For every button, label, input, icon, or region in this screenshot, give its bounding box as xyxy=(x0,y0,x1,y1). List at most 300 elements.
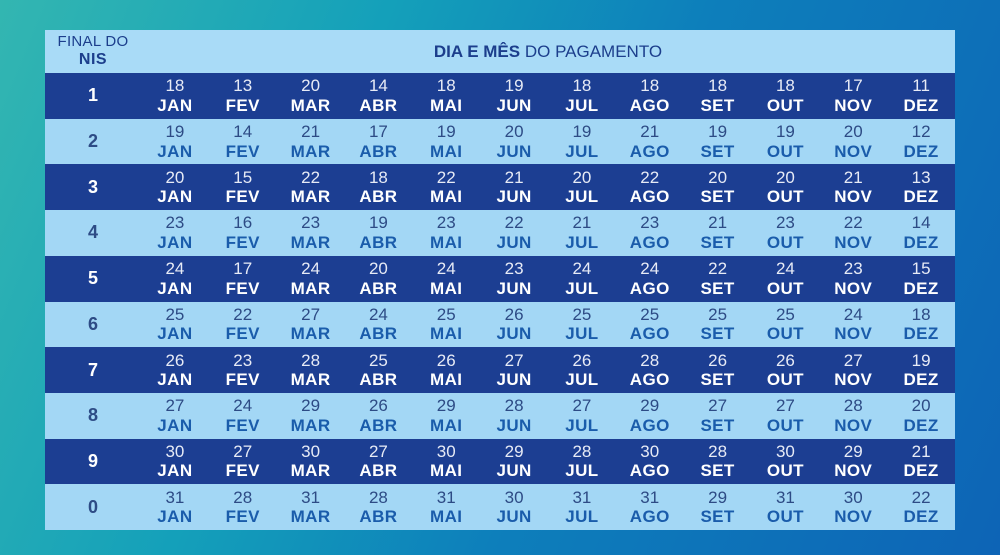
payment-date-cell xyxy=(209,259,277,298)
payment-date-cell xyxy=(819,168,887,207)
month-label: JUN xyxy=(496,95,532,115)
payment-date-cell xyxy=(412,488,480,527)
month-label: JUL xyxy=(565,95,599,115)
month-label: SET xyxy=(700,461,735,481)
month-label: OUT xyxy=(766,370,804,390)
month-label: MAI xyxy=(430,187,463,207)
month-label: OUT xyxy=(766,415,804,435)
month-label: JAN xyxy=(157,415,193,435)
payment-date-cell xyxy=(616,396,684,435)
payment-date-cell xyxy=(616,351,684,390)
month-label: JUL xyxy=(565,415,599,435)
day-value: 26 xyxy=(775,350,795,370)
day-value: 20 xyxy=(843,122,863,141)
day-value: 28 xyxy=(640,350,660,370)
month-label: SET xyxy=(700,324,735,344)
month-label: JAN xyxy=(157,95,193,115)
nis-digit: 2 xyxy=(87,131,98,152)
table-row xyxy=(45,210,955,256)
payment-date-cell xyxy=(141,76,209,115)
day-value: 25 xyxy=(368,350,388,370)
day-value: 18 xyxy=(368,167,388,187)
month-label: MAI xyxy=(430,141,463,161)
day-value: 30 xyxy=(436,441,456,461)
day-value: 19 xyxy=(368,213,388,233)
nis-digit: 6 xyxy=(87,313,98,334)
day-value: 27 xyxy=(165,396,185,416)
table-row xyxy=(45,484,955,530)
month-label: MAI xyxy=(430,232,463,252)
month-label: AGO xyxy=(629,507,670,527)
day-value: 23 xyxy=(301,213,321,233)
payment-date-cell xyxy=(887,488,955,527)
payment-date-cell xyxy=(480,351,548,390)
day-value: 31 xyxy=(775,487,795,507)
day-value: 18 xyxy=(436,76,456,96)
day-value: 15 xyxy=(911,259,931,279)
day-value: 21 xyxy=(708,213,728,233)
month-label: JAN xyxy=(157,141,193,161)
payment-date-cell xyxy=(548,122,616,161)
month-label: JAN xyxy=(157,232,193,252)
month-label: MAI xyxy=(430,370,463,390)
payment-date-cell xyxy=(548,168,616,207)
payment-date-cell xyxy=(141,305,209,344)
month-label: NOV xyxy=(834,278,873,298)
month-label: SET xyxy=(700,95,735,115)
table-row xyxy=(45,393,955,439)
month-label: DEZ xyxy=(903,232,939,252)
payment-date-cell xyxy=(345,488,413,527)
day-value: 20 xyxy=(368,259,388,279)
payment-date-cell xyxy=(887,122,955,161)
month-label: AGO xyxy=(629,370,670,390)
payment-date-cell xyxy=(141,396,209,435)
payment-date-cell xyxy=(684,76,752,115)
day-value: 14 xyxy=(233,122,253,141)
day-value: 27 xyxy=(301,304,321,324)
payment-date-cell xyxy=(345,213,413,252)
month-label: NOV xyxy=(834,461,873,481)
day-value: 25 xyxy=(436,304,456,324)
day-value: 23 xyxy=(640,213,660,233)
payment-date-cell xyxy=(819,122,887,161)
payment-date-cell xyxy=(480,213,548,252)
payment-date-cell xyxy=(887,259,955,298)
day-value: 18 xyxy=(165,76,185,96)
day-value: 28 xyxy=(843,396,863,416)
day-value: 31 xyxy=(165,487,185,507)
day-value: 27 xyxy=(368,441,388,461)
month-label: ABR xyxy=(359,187,398,207)
month-label: JUL xyxy=(565,141,599,161)
day-value: 26 xyxy=(436,350,456,370)
month-label: FEV xyxy=(225,232,260,252)
payment-date-cell xyxy=(141,259,209,298)
payment-date-cell xyxy=(819,488,887,527)
payment-date-cell xyxy=(887,351,955,390)
month-label: ABR xyxy=(359,461,398,481)
month-label: DEZ xyxy=(903,187,939,207)
day-value: 30 xyxy=(165,441,185,461)
day-value: 19 xyxy=(775,122,795,141)
month-label: MAR xyxy=(290,278,331,298)
day-value: 28 xyxy=(504,396,524,416)
payment-date-cell xyxy=(480,259,548,298)
payment-date-cell xyxy=(887,396,955,435)
day-value: 31 xyxy=(301,487,321,507)
payment-date-cell xyxy=(819,351,887,390)
nis-header-line2: NIS xyxy=(78,50,108,68)
day-value: 24 xyxy=(368,304,388,324)
month-label: JUN xyxy=(496,507,532,527)
nis-digit: 1 xyxy=(87,85,98,106)
payment-date-cell xyxy=(277,122,345,161)
month-label: SET xyxy=(700,370,735,390)
payment-date-cell xyxy=(209,305,277,344)
table-row xyxy=(45,439,955,485)
payment-date-cell xyxy=(752,122,820,161)
payment-schedule-table xyxy=(45,30,955,530)
payment-date-cell xyxy=(819,396,887,435)
month-label: JUN xyxy=(496,278,532,298)
month-label: NOV xyxy=(834,141,873,161)
table-title xyxy=(141,42,955,62)
month-label: NOV xyxy=(834,95,873,115)
day-value: 31 xyxy=(572,487,592,507)
day-value: 29 xyxy=(436,396,456,416)
month-label: MAI xyxy=(430,507,463,527)
month-label: NOV xyxy=(834,232,873,252)
nis-digit: 4 xyxy=(87,222,98,243)
payment-date-cell xyxy=(684,396,752,435)
payment-date-cell xyxy=(345,76,413,115)
payment-date-cell xyxy=(752,351,820,390)
month-label: ABR xyxy=(359,507,398,527)
day-value: 30 xyxy=(775,441,795,461)
day-value: 30 xyxy=(640,441,660,461)
payment-date-cell xyxy=(752,76,820,115)
day-value: 28 xyxy=(572,441,592,461)
day-value: 25 xyxy=(775,304,795,324)
month-label: JUL xyxy=(565,187,599,207)
month-label: FEV xyxy=(225,370,260,390)
day-value: 20 xyxy=(572,167,592,187)
payment-date-cell xyxy=(752,488,820,527)
month-label: MAR xyxy=(290,507,331,527)
day-value: 21 xyxy=(572,213,592,233)
payment-date-cell xyxy=(345,168,413,207)
month-label: MAR xyxy=(290,324,331,344)
month-label: FEV xyxy=(225,141,260,161)
day-value: 21 xyxy=(843,167,863,187)
month-label: JUL xyxy=(565,370,599,390)
day-value: 26 xyxy=(572,350,592,370)
payment-date-cell xyxy=(209,168,277,207)
payment-date-cell xyxy=(819,259,887,298)
payment-date-cell xyxy=(209,76,277,115)
payment-date-cell xyxy=(277,168,345,207)
month-label: NOV xyxy=(834,324,873,344)
payment-date-cell xyxy=(548,396,616,435)
day-value: 27 xyxy=(572,396,592,416)
payment-date-cell xyxy=(752,442,820,481)
day-value: 20 xyxy=(708,167,728,187)
payment-date-cell xyxy=(141,442,209,481)
nis-header-line1: FINAL DO xyxy=(57,33,129,51)
payment-date-cell xyxy=(616,442,684,481)
day-value: 25 xyxy=(708,304,728,324)
month-label: FEV xyxy=(225,187,260,207)
payment-date-cell xyxy=(887,305,955,344)
day-value: 18 xyxy=(640,76,660,96)
month-label: DEZ xyxy=(903,324,939,344)
day-value: 20 xyxy=(775,167,795,187)
payment-date-cell xyxy=(209,122,277,161)
payment-date-cell xyxy=(752,305,820,344)
payment-date-cell xyxy=(616,213,684,252)
month-label: OUT xyxy=(766,187,804,207)
month-label: SET xyxy=(700,187,735,207)
day-value: 23 xyxy=(843,259,863,279)
payment-date-cell xyxy=(684,168,752,207)
month-label: FEV xyxy=(225,461,260,481)
day-value: 26 xyxy=(504,304,524,324)
month-label: SET xyxy=(700,507,735,527)
payment-date-cell xyxy=(141,213,209,252)
payment-date-cell xyxy=(548,76,616,115)
month-label: NOV xyxy=(834,370,873,390)
day-value: 21 xyxy=(911,441,931,461)
month-label: JUL xyxy=(565,324,599,344)
payment-date-cell xyxy=(277,396,345,435)
payment-date-cell xyxy=(345,396,413,435)
payment-date-cell xyxy=(819,76,887,115)
payment-date-cell xyxy=(345,351,413,390)
payment-date-cell xyxy=(480,396,548,435)
day-value: 28 xyxy=(708,441,728,461)
nis-digit: 7 xyxy=(87,359,98,380)
day-value: 17 xyxy=(368,122,388,141)
day-value: 11 xyxy=(912,76,930,96)
payment-date-cell xyxy=(480,305,548,344)
day-value: 22 xyxy=(640,167,660,187)
day-value: 27 xyxy=(708,396,728,416)
payment-date-cell xyxy=(684,488,752,527)
day-value: 27 xyxy=(843,350,863,370)
payment-date-cell xyxy=(141,488,209,527)
table-header-row xyxy=(45,30,955,73)
month-label: ABR xyxy=(359,232,398,252)
month-label: OUT xyxy=(766,95,804,115)
nis-digit: 9 xyxy=(87,450,98,471)
payment-date-cell xyxy=(412,122,480,161)
day-value: 21 xyxy=(301,122,321,141)
day-value: 19 xyxy=(165,122,185,141)
payment-date-cell xyxy=(616,168,684,207)
month-label: ABR xyxy=(359,415,398,435)
day-value: 18 xyxy=(775,76,795,96)
month-label: MAI xyxy=(430,415,463,435)
day-value: 26 xyxy=(165,350,185,370)
day-value: 18 xyxy=(572,76,592,96)
table-title-rest: DO PAGAMENTO xyxy=(520,41,663,61)
payment-date-cell xyxy=(480,488,548,527)
payment-date-cell xyxy=(345,442,413,481)
payment-date-cell xyxy=(684,305,752,344)
month-label: JUN xyxy=(496,370,532,390)
day-value: 14 xyxy=(368,76,388,96)
day-value: 29 xyxy=(504,441,524,461)
month-label: OUT xyxy=(766,507,804,527)
day-value: 15 xyxy=(233,167,253,187)
month-label: OUT xyxy=(766,141,804,161)
day-value: 19 xyxy=(708,122,728,141)
day-value: 21 xyxy=(640,122,660,141)
month-label: MAR xyxy=(290,232,331,252)
payment-date-cell xyxy=(684,259,752,298)
month-label: JAN xyxy=(157,461,193,481)
day-value: 27 xyxy=(775,396,795,416)
day-value: 19 xyxy=(504,76,524,96)
month-label: SET xyxy=(700,141,735,161)
day-value: 27 xyxy=(504,350,524,370)
month-label: FEV xyxy=(225,95,260,115)
month-label: ABR xyxy=(359,141,398,161)
nis-digit: 3 xyxy=(87,176,98,197)
day-value: 29 xyxy=(640,396,660,416)
month-label: SET xyxy=(700,278,735,298)
month-label: JUL xyxy=(565,278,599,298)
day-value: 24 xyxy=(640,259,660,279)
payment-date-cell xyxy=(277,76,345,115)
day-value: 22 xyxy=(233,304,253,324)
day-value: 23 xyxy=(165,213,185,233)
table-title-bold: DIA E MÊS xyxy=(433,41,521,61)
day-value: 22 xyxy=(436,167,456,187)
day-value: 22 xyxy=(843,213,863,233)
month-label: ABR xyxy=(359,95,398,115)
day-value: 21 xyxy=(504,167,524,187)
payment-date-cell xyxy=(412,259,480,298)
payment-date-cell xyxy=(819,442,887,481)
payment-date-cell xyxy=(819,213,887,252)
day-value: 19 xyxy=(572,122,592,141)
month-label: OUT xyxy=(766,232,804,252)
day-value: 25 xyxy=(572,304,592,324)
day-value: 28 xyxy=(368,487,388,507)
day-value: 24 xyxy=(843,304,863,324)
month-label: AGO xyxy=(629,324,670,344)
payment-date-cell xyxy=(616,488,684,527)
day-value: 30 xyxy=(843,487,863,507)
month-label: DEZ xyxy=(903,415,939,435)
payment-date-cell xyxy=(412,168,480,207)
month-label: AGO xyxy=(629,415,670,435)
day-value: 20 xyxy=(911,396,931,416)
day-value: 20 xyxy=(504,122,524,141)
day-value: 30 xyxy=(504,487,524,507)
payment-date-cell xyxy=(277,259,345,298)
month-label: ABR xyxy=(359,370,398,390)
day-value: 18 xyxy=(708,76,728,96)
payment-date-cell xyxy=(548,442,616,481)
day-value: 17 xyxy=(233,259,253,279)
day-value: 20 xyxy=(165,167,185,187)
day-value: 14 xyxy=(911,213,931,233)
payment-date-cell xyxy=(548,351,616,390)
payment-date-cell xyxy=(209,213,277,252)
day-value: 28 xyxy=(233,487,253,507)
payment-date-cell xyxy=(887,76,955,115)
payment-date-cell xyxy=(887,213,955,252)
day-value: 23 xyxy=(233,350,253,370)
payment-date-cell xyxy=(616,259,684,298)
payment-date-cell xyxy=(752,396,820,435)
payment-date-cell xyxy=(412,396,480,435)
payment-date-cell xyxy=(412,76,480,115)
day-value: 25 xyxy=(640,304,660,324)
payment-date-cell xyxy=(141,351,209,390)
month-label: JAN xyxy=(157,278,193,298)
table-row xyxy=(45,73,955,119)
payment-date-cell xyxy=(277,442,345,481)
payment-date-cell xyxy=(684,442,752,481)
month-label: JUN xyxy=(496,141,532,161)
month-label: JAN xyxy=(157,324,193,344)
payment-date-cell xyxy=(345,122,413,161)
month-label: JUN xyxy=(496,324,532,344)
payment-date-cell xyxy=(141,122,209,161)
payment-date-cell xyxy=(480,168,548,207)
day-value: 19 xyxy=(911,350,931,370)
nis-column-header xyxy=(45,34,141,68)
month-label: NOV xyxy=(834,415,873,435)
day-value: 12 xyxy=(911,122,931,141)
table-row xyxy=(45,164,955,210)
month-label: MAR xyxy=(290,370,331,390)
payment-date-cell xyxy=(209,351,277,390)
month-label: AGO xyxy=(629,95,670,115)
month-label: JUN xyxy=(496,415,532,435)
day-value: 29 xyxy=(301,396,321,416)
nis-digit: 5 xyxy=(87,268,98,289)
nis-digit: 0 xyxy=(87,496,98,517)
table-row xyxy=(45,302,955,348)
day-value: 22 xyxy=(504,213,524,233)
month-label: MAR xyxy=(290,95,331,115)
day-value: 23 xyxy=(504,259,524,279)
month-label: JAN xyxy=(157,507,193,527)
month-label: DEZ xyxy=(903,95,939,115)
month-label: AGO xyxy=(629,461,670,481)
month-label: MAI xyxy=(430,324,463,344)
day-value: 26 xyxy=(368,396,388,416)
day-value: 27 xyxy=(233,441,253,461)
month-label: FEV xyxy=(225,507,260,527)
day-value: 24 xyxy=(301,259,321,279)
payment-date-cell xyxy=(277,488,345,527)
day-value: 31 xyxy=(640,487,660,507)
payment-date-cell xyxy=(209,442,277,481)
month-label: MAI xyxy=(430,461,463,481)
day-value: 24 xyxy=(233,396,253,416)
table-row xyxy=(45,256,955,302)
month-label: MAR xyxy=(290,187,331,207)
nis-digit: 8 xyxy=(87,405,98,426)
day-value: 29 xyxy=(708,487,728,507)
month-label: MAI xyxy=(430,278,463,298)
